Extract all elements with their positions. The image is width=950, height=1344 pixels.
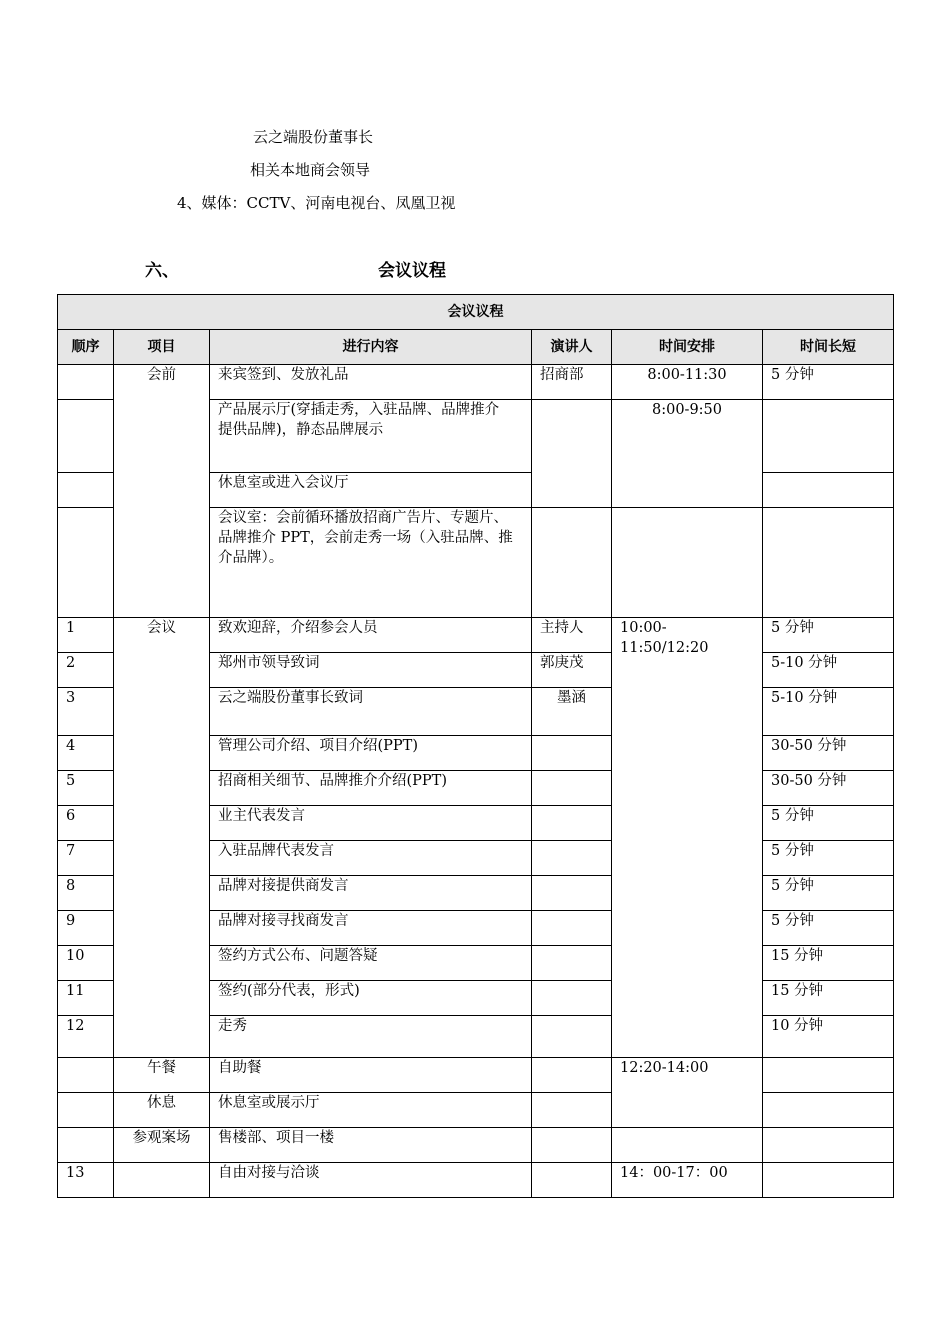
intro-line-chairman: 云之端股份董事长: [253, 128, 374, 146]
table-title: 会议议程: [58, 295, 894, 330]
row-content: 致欢迎辞，介绍参会人员: [210, 618, 532, 653]
row-speaker: 郭庚茂: [532, 653, 612, 688]
row-content: 业主代表发言: [210, 806, 532, 841]
row-content: 招商相关细节、品牌推介介绍(PPT): [210, 771, 532, 806]
row-content: 郑州市领导致词: [210, 653, 532, 688]
row-time: 12:20-14:00: [612, 1058, 763, 1128]
row-speaker: 主持人: [532, 618, 612, 653]
row-time: 8:00-11:30: [612, 365, 763, 400]
row-content: 品牌对接寻找商发言: [210, 911, 532, 946]
row-duration: 5 分钟: [763, 911, 894, 946]
row-no: 12: [58, 1016, 114, 1058]
row-item: 休息: [114, 1093, 210, 1128]
row-content: 品牌对接提供商发言: [210, 876, 532, 911]
row-item: 参观案场: [114, 1128, 210, 1163]
row-no: 7: [58, 841, 114, 876]
row-duration: 5 分钟: [763, 841, 894, 876]
group-pre: 会前: [114, 365, 210, 618]
row-no: 1: [58, 618, 114, 653]
header-item: 项目: [114, 330, 210, 365]
row-no: 4: [58, 736, 114, 771]
row-content: 签约(部分代表，形式): [210, 981, 532, 1016]
agenda-table: [57, 294, 894, 1198]
row-content: 休息室或展示厅: [210, 1093, 532, 1128]
section-title: 会议议程: [378, 261, 446, 281]
row-no: 13: [58, 1163, 114, 1198]
row-content: 产品展示厅(穿插走秀，入驻品牌、品牌推介 提供品牌)，静态品牌展示: [210, 400, 532, 473]
row-no: 11: [58, 981, 114, 1016]
row-duration: 5 分钟: [763, 365, 894, 400]
row-content: 入驻品牌代表发言: [210, 841, 532, 876]
row-content: 自助餐: [210, 1058, 532, 1093]
section-number: 六、: [145, 261, 179, 281]
row-duration: 30-50 分钟: [763, 736, 894, 771]
meeting-time: 10:00-11:50/12:20: [612, 618, 763, 1058]
header-speaker: 演讲人: [532, 330, 612, 365]
table-row: [58, 1058, 894, 1093]
header-order: 顺序: [58, 330, 114, 365]
row-content: 走秀: [210, 1016, 532, 1058]
intro-line-media: 4、媒体：CCTV、河南电视台、凤凰卫视: [177, 194, 456, 212]
row-no: 8: [58, 876, 114, 911]
row-speaker: 招商部: [532, 365, 612, 400]
row-content: 管理公司介绍、项目介绍(PPT): [210, 736, 532, 771]
row-content: 会议室：会前循环播放招商广告片、专题片、 品牌推介 PPT，会前走秀一场（入驻品牌、推 介品牌）。: [210, 508, 532, 618]
row-content: 签约方式公布、问题答疑: [210, 946, 532, 981]
row-duration: 5 分钟: [763, 806, 894, 841]
row-duration: 5 分钟: [763, 876, 894, 911]
row-item: 午餐: [114, 1058, 210, 1093]
row-content: 云之端股份董事长致词: [210, 688, 532, 736]
row-no: 10: [58, 946, 114, 981]
row-content: 来宾签到、发放礼品: [210, 365, 532, 400]
header-duration: 时间长短: [763, 330, 894, 365]
header-row: [58, 330, 894, 365]
row-no: 6: [58, 806, 114, 841]
table-row: [58, 1093, 894, 1128]
table-row: [58, 1128, 894, 1163]
row-speaker: 墨涵: [532, 688, 612, 736]
intro-line-chamber: 相关本地商会领导: [250, 161, 371, 179]
row-duration: 15 分钟: [763, 981, 894, 1016]
row-no: 2: [58, 653, 114, 688]
row-duration: 5-10 分钟: [763, 688, 894, 736]
header-content: 进行内容: [210, 330, 532, 365]
group-meeting: 会议: [114, 618, 210, 1058]
row-time: 14：00-17：00: [612, 1163, 763, 1198]
row-duration: 5 分钟: [763, 618, 894, 653]
row-content: 售楼部、项目一楼: [210, 1128, 532, 1163]
row-duration: 5-10 分钟: [763, 653, 894, 688]
row-duration: 30-50 分钟: [763, 771, 894, 806]
row-no: 5: [58, 771, 114, 806]
header-schedule: 时间安排: [612, 330, 763, 365]
table-row: [58, 618, 894, 653]
table-row: [58, 365, 894, 400]
row-content: 自由对接与洽谈: [210, 1163, 532, 1198]
row-duration: 10 分钟: [763, 1016, 894, 1058]
row-duration: 15 分钟: [763, 946, 894, 981]
row-no: 3: [58, 688, 114, 736]
row-time: 8:00-9:50: [612, 400, 763, 508]
table-row: [58, 1163, 894, 1198]
row-content: 休息室或进入会议厅: [210, 473, 532, 508]
row-no: 9: [58, 911, 114, 946]
